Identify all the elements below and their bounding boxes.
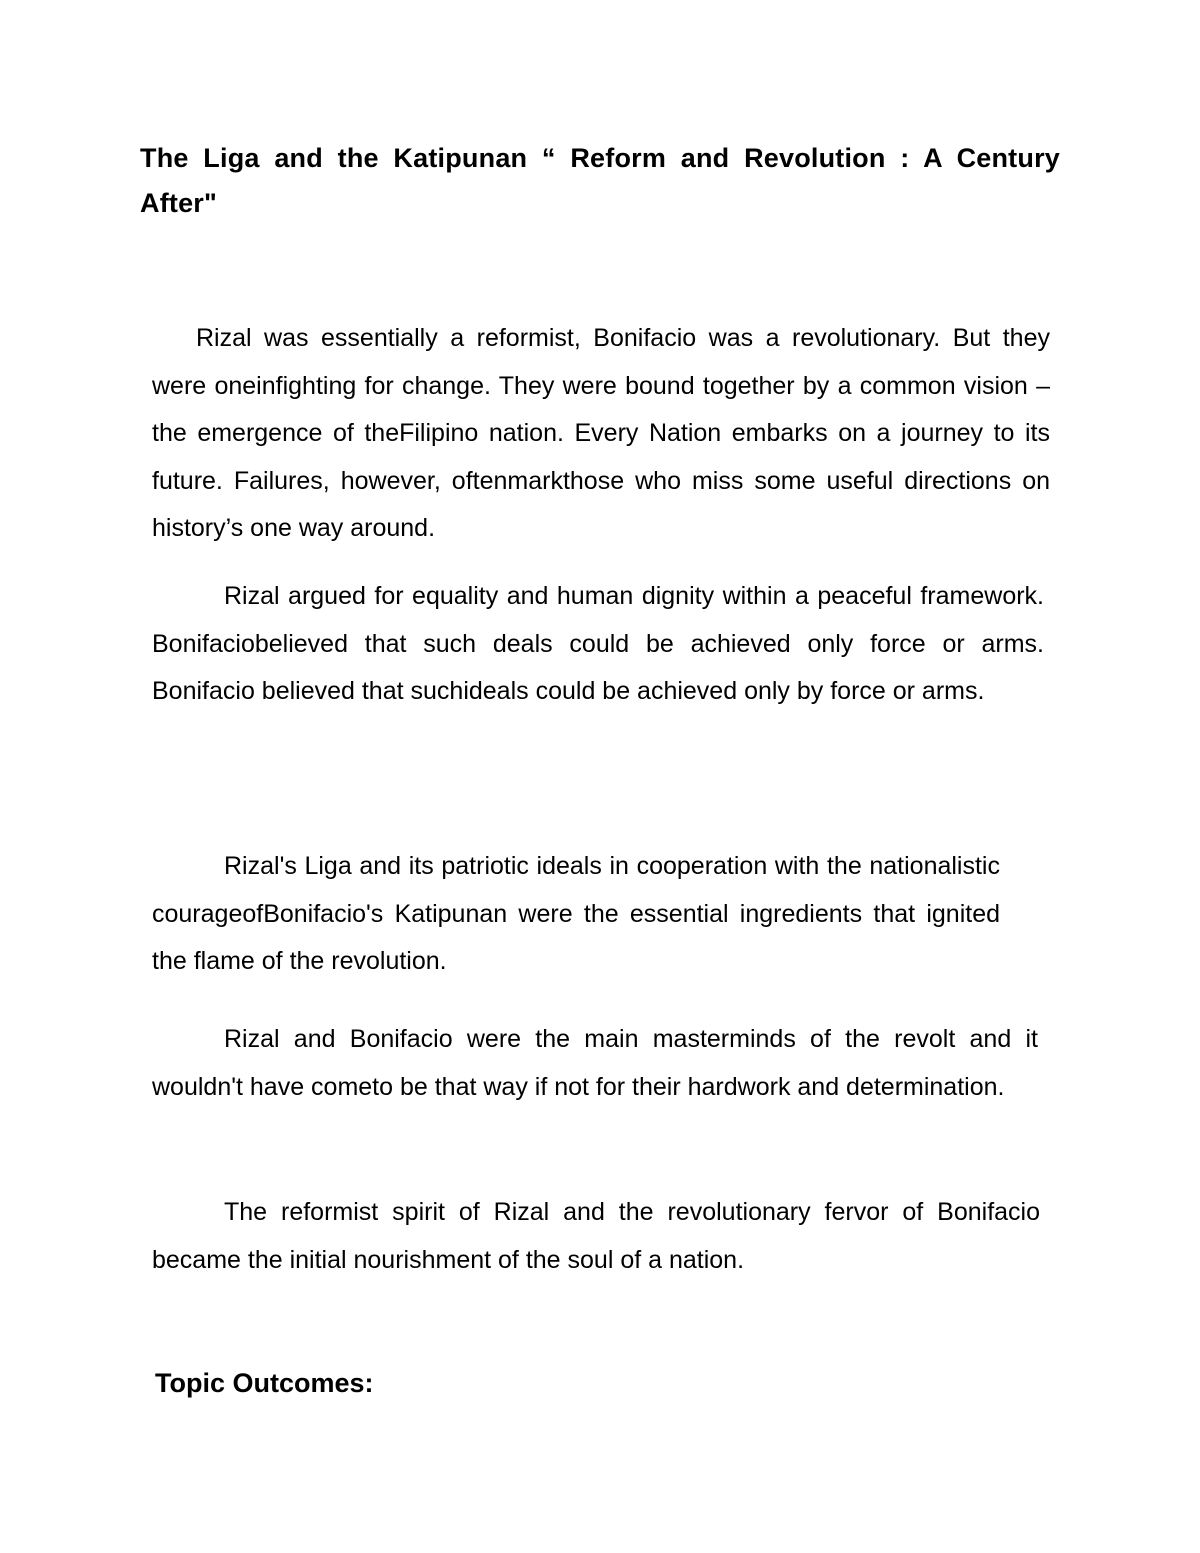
document-title: The Liga and the Katipunan “ Reform and Revolution : A Century After" (140, 143, 1060, 218)
paragraph-equality-dignity: Rizal argued for equality and human dignity within a peaceful framework. Bonifaciobelieved that such deals could be achieved only force or arms. Bonifacio believed that suchideals could be achieved only by force or arms. (152, 582, 1044, 705)
paragraph-reformist-revolutionary: Rizal was essentially a reformist, Bonifacio was a revolutionary. But they were oneinfighting for change. They were bound together by a common vision – the emergence of theFilipino nation. Every Nation embarks on a journey to its future. Failures, however, oftenmarkthose who miss some useful directions on history’s one way around. (152, 324, 1050, 542)
paragraph-soul-of-nation: The reformist spirit of Rizal and the revolutionary fervor of Bonifacio became the initial nourishment of the soul of a nation. (152, 1198, 1040, 1274)
paragraph-masterminds: Rizal and Bonifacio were the main masterminds of the revolt and it wouldn't have cometo be that way if not for their hardwork and determination. (152, 1025, 1038, 1101)
topic-outcomes-heading: Topic Outcomes: (155, 1368, 374, 1398)
paragraph-liga-katipunan: Rizal's Liga and its patriotic ideals in cooperation with the nationalistic courageofBonifacio's Katipunan were the essential ingredients that ignited the flame of the revolution. (152, 852, 1000, 975)
